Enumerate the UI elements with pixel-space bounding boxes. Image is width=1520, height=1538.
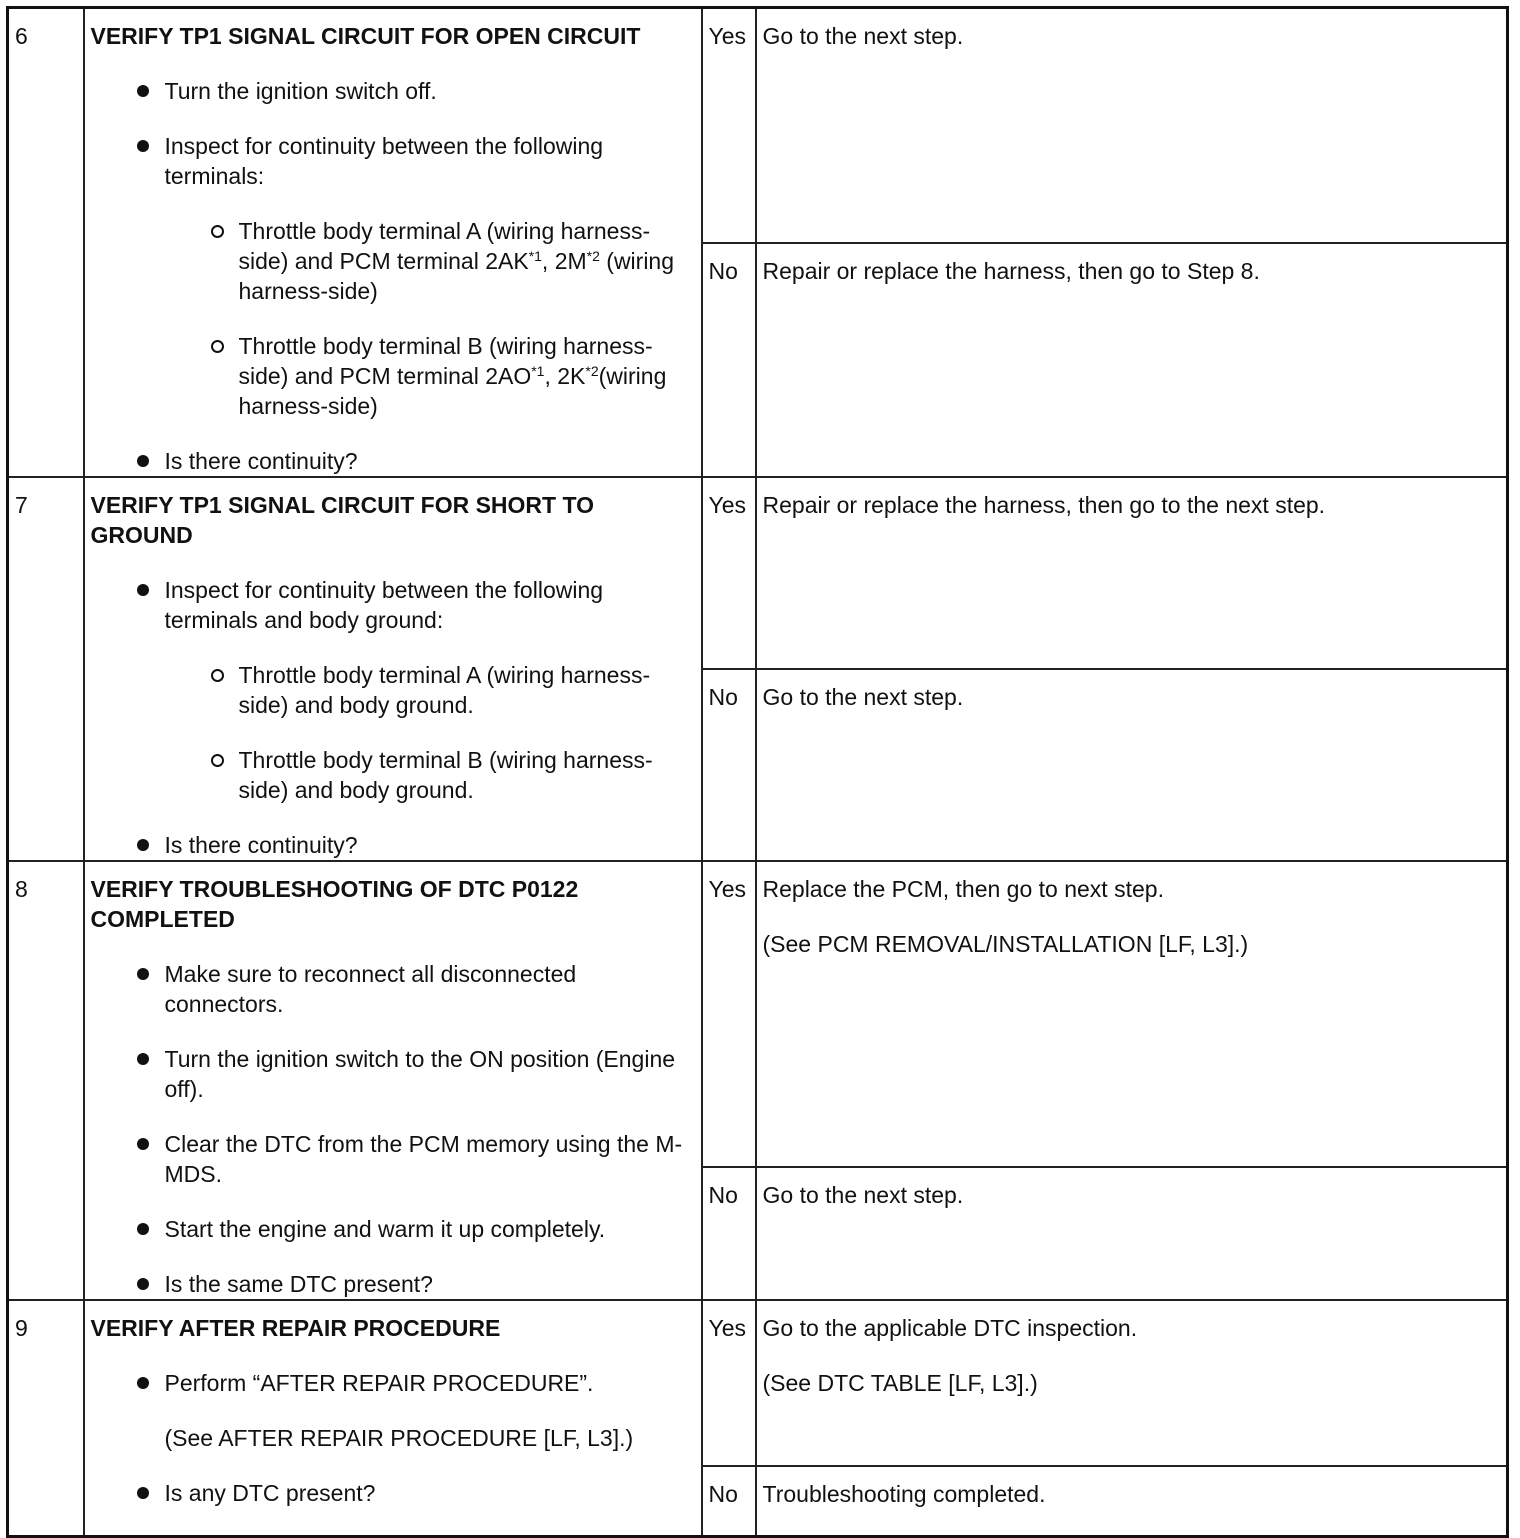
- step-action-cell: [84, 1300, 702, 1536]
- result-reference: (See DTC TABLE [LF, L3].): [762, 1370, 1038, 1396]
- bullet-item: Is the same DTC present?: [91, 1269, 695, 1299]
- footnote-mark: *1: [528, 248, 542, 264]
- sub-bullet-item: Throttle body terminal B (wiring harness-side) and body ground.: [91, 745, 695, 805]
- diagnostic-procedure-table: [6, 6, 1509, 1538]
- sub-bullet-text: Throttle body terminal A (wiring harness-side) and PCM terminal 2AK: [238, 218, 651, 274]
- result-reference: (See PCM REMOVAL/INSTALLATION [LF, L3].): [762, 931, 1249, 957]
- step-8-yes-row: [8, 861, 1508, 1167]
- yes-label: Yes: [702, 8, 756, 243]
- footnote-mark: *2: [585, 363, 599, 379]
- step-title: VERIFY AFTER REPAIR PROCEDURE: [90, 1315, 501, 1341]
- result-text: Go to the next step.: [762, 23, 964, 49]
- footnote-mark: *1: [531, 363, 545, 379]
- step-action-cell: [84, 8, 702, 478]
- step-6-yes-row: [8, 8, 1508, 243]
- step-7-yes-row: [8, 477, 1508, 669]
- step-action-cell: [84, 477, 702, 861]
- result-text: Troubleshooting completed.: [762, 1481, 1046, 1507]
- bullet-item: Inspect for continuity between the following terminals:: [91, 131, 695, 191]
- yes-result: [756, 1300, 1508, 1466]
- sub-bullet-item: [91, 331, 695, 421]
- sub-bullet-text: , 2M: [541, 248, 587, 274]
- yes-label: Yes: [702, 1300, 756, 1466]
- result-text: Repair or replace the harness, then go to Step 8.: [762, 257, 1260, 284]
- footnote-mark: *2: [586, 248, 600, 264]
- step-action-cell: [84, 861, 702, 1300]
- no-label: No: [702, 1466, 756, 1536]
- no-result: [756, 1167, 1508, 1300]
- yes-label: Yes: [702, 477, 756, 669]
- result-text: Go to the applicable DTC inspection.: [762, 1315, 1138, 1341]
- step-title: VERIFY TP1 SIGNAL CIRCUIT FOR OPEN CIRCUIT: [90, 23, 641, 49]
- step-number: 6: [8, 8, 84, 478]
- yes-result: [756, 8, 1508, 243]
- step-title: VERIFY TROUBLESHOOTING OF DTC P0122 COMPLETED: [90, 876, 579, 932]
- step-9-yes-row: [8, 1300, 1508, 1466]
- step-number: 7: [8, 477, 84, 861]
- no-result: [756, 243, 1508, 477]
- bullet-item: Is there continuity?: [91, 446, 695, 476]
- bullet-item: Inspect for continuity between the following terminals and body ground:: [91, 575, 695, 635]
- step-title: VERIFY TP1 SIGNAL CIRCUIT FOR SHORT TO GROUND: [90, 492, 594, 548]
- no-result: [756, 669, 1508, 861]
- bullet-item: Perform “AFTER REPAIR PROCEDURE”.: [91, 1368, 695, 1398]
- step-number: 8: [8, 861, 84, 1300]
- sub-bullet-text: Throttle body terminal B (wiring harness-side) and PCM terminal 2AO: [238, 333, 653, 389]
- no-label: No: [702, 243, 756, 477]
- step-number: 9: [8, 1300, 84, 1536]
- no-result: [756, 1466, 1508, 1536]
- bullet-item: Turn the ignition switch off.: [91, 76, 695, 106]
- result-text: Repair or replace the harness, then go to the next step.: [762, 492, 1326, 518]
- no-label: No: [702, 669, 756, 861]
- sub-bullet-text: (wiring harness-side): [238, 248, 675, 304]
- result-text: Go to the next step.: [762, 1182, 964, 1209]
- bullet-item: Clear the DTC from the PCM memory using the M-MDS.: [91, 1129, 695, 1189]
- bullet-item: Turn the ignition switch to the ON position (Engine off).: [91, 1044, 695, 1104]
- result-text: Go to the next step.: [762, 684, 964, 710]
- no-label: No: [702, 1167, 756, 1300]
- bullet-item: Start the engine and warm it up completely.: [91, 1214, 695, 1244]
- bullet-reference: (See AFTER REPAIR PROCEDURE [LF, L3].): [164, 1425, 634, 1451]
- yes-label: Yes: [702, 861, 756, 1167]
- result-text: Replace the PCM, then go to next step.: [762, 876, 1164, 902]
- sub-bullet-text: (wiring harness-side): [238, 363, 667, 419]
- bullet-item: Is any DTC present?: [91, 1478, 695, 1508]
- sub-bullet-item: Throttle body terminal A (wiring harness-side) and body ground.: [91, 660, 695, 720]
- yes-result: [756, 861, 1508, 1167]
- sub-bullet-item: [91, 216, 695, 306]
- bullet-item: Is there continuity?: [91, 830, 695, 860]
- yes-result: [756, 477, 1508, 669]
- sub-bullet-text: , 2K: [544, 363, 586, 389]
- bullet-item: Make sure to reconnect all disconnected connectors.: [91, 959, 695, 1019]
